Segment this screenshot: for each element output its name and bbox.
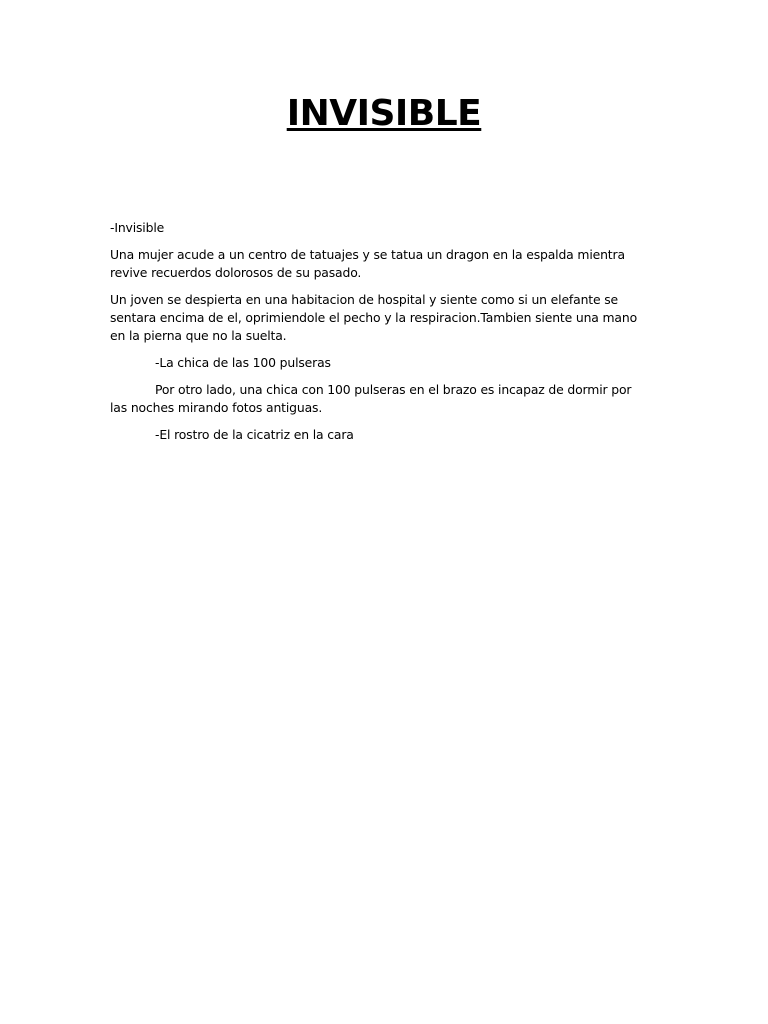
document-title: INVISIBLE xyxy=(286,93,482,134)
document-body xyxy=(110,219,640,453)
paragraph: Un joven se despierta en una habitacion de hospital y siente como si un elefante se sentara encima de el, oprimiendole el pecho y la respiracion.Tambien siente una mano en la pierna que no la suelta. xyxy=(110,292,638,343)
paragraph: Una mujer acude a un centro de tatuajes y se tatua un dragon en la espalda mientra revive recuerdos dolorosos de su pasado. xyxy=(110,247,625,280)
paragraph-section-heading: -El rostro de la cicatriz en la cara xyxy=(155,427,354,442)
paragraph-section-heading: -La chica de las 100 pulseras xyxy=(155,355,331,370)
paragraph: Por otro lado, una chica con 100 pulseras en el brazo es incapaz de dormir por las noches mirando fotos antiguas. xyxy=(110,382,632,415)
paragraph-section-heading: -Invisible xyxy=(110,220,165,235)
